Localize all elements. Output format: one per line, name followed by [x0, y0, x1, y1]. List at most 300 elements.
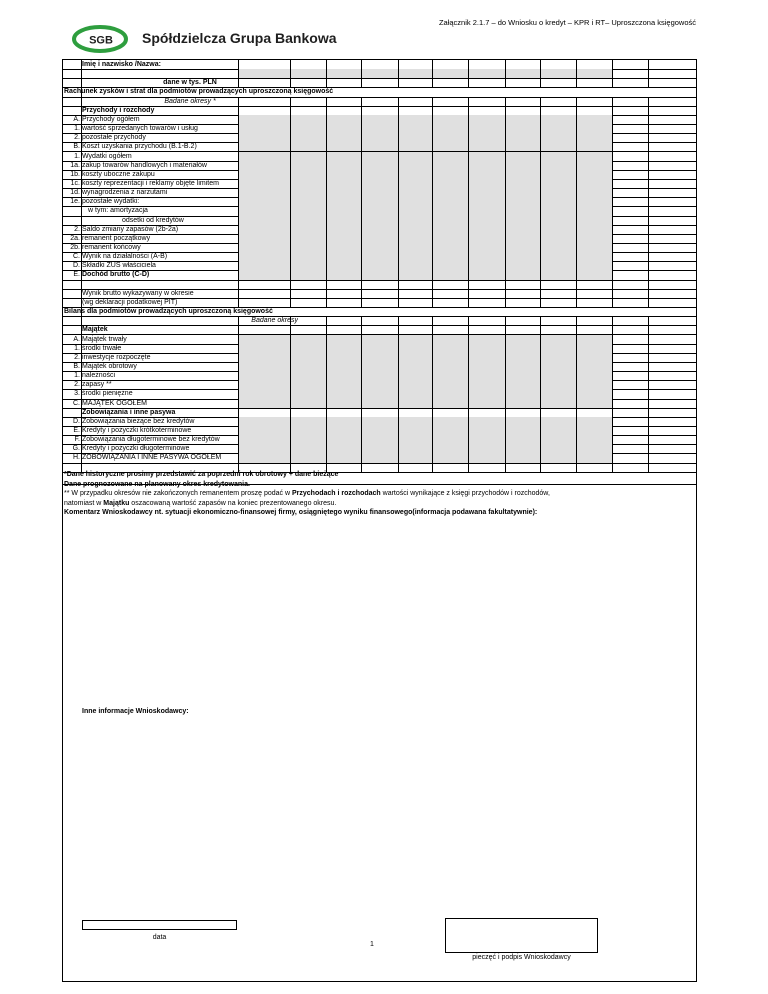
value-cell[interactable] — [612, 453, 648, 462]
value-cell[interactable] — [238, 344, 290, 353]
value-cell[interactable] — [576, 69, 612, 78]
value-cell[interactable] — [432, 453, 468, 462]
value-cell[interactable] — [576, 161, 612, 170]
value-cell[interactable] — [505, 453, 540, 462]
value-cell[interactable] — [432, 188, 468, 197]
value-cell[interactable] — [612, 426, 648, 435]
value-cell[interactable] — [468, 371, 505, 380]
value-cell[interactable] — [398, 60, 432, 69]
value-cell[interactable] — [361, 106, 398, 115]
value-cell[interactable] — [612, 270, 648, 279]
value-cell[interactable] — [468, 170, 505, 179]
value-cell[interactable] — [361, 426, 398, 435]
value-cell[interactable] — [398, 179, 432, 188]
value-cell[interactable] — [648, 417, 697, 426]
value-cell[interactable] — [432, 142, 468, 151]
value-cell[interactable] — [576, 435, 612, 444]
value-cell[interactable] — [648, 216, 697, 225]
value-cell[interactable] — [648, 316, 697, 325]
value-cell[interactable] — [326, 371, 361, 380]
value-cell[interactable] — [648, 408, 697, 417]
value-cell[interactable] — [612, 289, 648, 298]
value-cell[interactable] — [398, 270, 432, 279]
value-cell[interactable] — [648, 179, 697, 188]
value-cell[interactable] — [468, 133, 505, 142]
value-cell[interactable] — [238, 353, 290, 362]
value-cell[interactable] — [576, 270, 612, 279]
value-cell[interactable] — [505, 225, 540, 234]
value-cell[interactable] — [540, 353, 576, 362]
value-cell[interactable] — [468, 389, 505, 398]
value-cell[interactable] — [238, 170, 290, 179]
value-cell[interactable] — [432, 316, 468, 325]
value-cell[interactable] — [326, 78, 361, 87]
value-cell[interactable] — [290, 252, 326, 261]
value-cell[interactable] — [290, 188, 326, 197]
value-cell[interactable] — [238, 206, 290, 215]
other-info-textarea[interactable] — [82, 720, 698, 914]
value-cell[interactable] — [540, 124, 576, 133]
value-cell[interactable] — [648, 225, 697, 234]
value-cell[interactable] — [648, 60, 697, 69]
value-cell[interactable] — [326, 152, 361, 161]
value-cell[interactable] — [326, 234, 361, 243]
value-cell[interactable] — [432, 115, 468, 124]
value-cell[interactable] — [398, 78, 432, 87]
value-cell[interactable] — [612, 197, 648, 206]
value-cell[interactable] — [326, 252, 361, 261]
value-cell[interactable] — [326, 316, 361, 325]
value-cell[interactable] — [290, 444, 326, 453]
value-cell[interactable] — [576, 133, 612, 142]
value-cell[interactable] — [326, 453, 361, 462]
value-cell[interactable] — [361, 380, 398, 389]
value-cell[interactable] — [648, 78, 697, 87]
value-cell[interactable] — [398, 335, 432, 344]
value-cell[interactable] — [361, 325, 398, 334]
value-cell[interactable] — [326, 179, 361, 188]
value-cell[interactable] — [540, 170, 576, 179]
value-cell[interactable] — [398, 161, 432, 170]
value-cell[interactable] — [361, 270, 398, 279]
value-cell[interactable] — [505, 289, 540, 298]
value-cell[interactable] — [612, 142, 648, 151]
value-cell[interactable] — [326, 115, 361, 124]
value-cell[interactable] — [505, 408, 540, 417]
value-cell[interactable] — [361, 444, 398, 453]
date-field[interactable] — [82, 920, 237, 930]
value-cell[interactable] — [290, 389, 326, 398]
value-cell[interactable] — [398, 243, 432, 252]
value-cell[interactable] — [361, 344, 398, 353]
value-cell[interactable] — [432, 124, 468, 133]
value-cell[interactable] — [398, 417, 432, 426]
value-cell[interactable] — [432, 206, 468, 215]
value-cell[interactable] — [326, 106, 361, 115]
value-cell[interactable] — [361, 289, 398, 298]
value-cell[interactable] — [540, 234, 576, 243]
value-cell[interactable] — [576, 371, 612, 380]
value-cell[interactable] — [238, 399, 290, 408]
value-cell[interactable] — [398, 252, 432, 261]
value-cell[interactable] — [361, 353, 398, 362]
value-cell[interactable] — [612, 399, 648, 408]
value-cell[interactable] — [540, 225, 576, 234]
value-cell[interactable] — [361, 453, 398, 462]
value-cell[interactable] — [290, 353, 326, 362]
value-cell[interactable] — [238, 179, 290, 188]
value-cell[interactable] — [612, 170, 648, 179]
value-cell[interactable] — [290, 426, 326, 435]
value-cell[interactable] — [505, 435, 540, 444]
value-cell[interactable] — [540, 335, 576, 344]
value-cell[interactable] — [612, 435, 648, 444]
value-cell[interactable] — [505, 335, 540, 344]
value-cell[interactable] — [576, 444, 612, 453]
value-cell[interactable] — [612, 152, 648, 161]
value-cell[interactable] — [238, 261, 290, 270]
value-cell[interactable] — [290, 124, 326, 133]
value-cell[interactable] — [576, 335, 612, 344]
value-cell[interactable] — [505, 106, 540, 115]
value-cell[interactable] — [576, 353, 612, 362]
value-cell[interactable] — [326, 344, 361, 353]
value-cell[interactable] — [468, 216, 505, 225]
value-cell[interactable] — [505, 280, 540, 289]
value-cell[interactable] — [612, 133, 648, 142]
value-cell[interactable] — [468, 362, 505, 371]
value-cell[interactable] — [326, 170, 361, 179]
value-cell[interactable] — [326, 97, 361, 106]
value-cell[interactable] — [540, 161, 576, 170]
value-cell[interactable] — [540, 78, 576, 87]
value-cell[interactable] — [326, 142, 361, 151]
value-cell[interactable] — [238, 426, 290, 435]
value-cell[interactable] — [290, 316, 326, 325]
value-cell[interactable] — [432, 325, 468, 334]
value-cell[interactable] — [398, 97, 432, 106]
value-cell[interactable] — [648, 252, 697, 261]
value-cell[interactable] — [398, 261, 432, 270]
value-cell[interactable] — [326, 389, 361, 398]
value-cell[interactable] — [398, 106, 432, 115]
value-cell[interactable] — [648, 197, 697, 206]
value-cell[interactable] — [238, 316, 290, 325]
value-cell[interactable] — [612, 417, 648, 426]
value-cell[interactable] — [398, 380, 432, 389]
value-cell[interactable] — [576, 399, 612, 408]
value-cell[interactable] — [468, 453, 505, 462]
value-cell[interactable] — [648, 270, 697, 279]
value-cell[interactable] — [648, 325, 697, 334]
value-cell[interactable] — [238, 78, 290, 87]
value-cell[interactable] — [432, 179, 468, 188]
value-cell[interactable] — [540, 389, 576, 398]
value-cell[interactable] — [361, 188, 398, 197]
value-cell[interactable] — [432, 106, 468, 115]
value-cell[interactable] — [361, 335, 398, 344]
value-cell[interactable] — [238, 252, 290, 261]
value-cell[interactable] — [540, 152, 576, 161]
value-cell[interactable] — [238, 298, 290, 307]
value-cell[interactable] — [361, 261, 398, 270]
value-cell[interactable] — [576, 78, 612, 87]
value-cell[interactable] — [398, 206, 432, 215]
value-cell[interactable] — [468, 270, 505, 279]
value-cell[interactable] — [612, 106, 648, 115]
value-cell[interactable] — [398, 225, 432, 234]
value-cell[interactable] — [576, 380, 612, 389]
value-cell[interactable] — [468, 152, 505, 161]
value-cell[interactable] — [432, 371, 468, 380]
value-cell[interactable] — [398, 399, 432, 408]
value-cell[interactable] — [432, 399, 468, 408]
value-cell[interactable] — [576, 60, 612, 69]
value-cell[interactable] — [612, 97, 648, 106]
value-cell[interactable] — [398, 124, 432, 133]
value-cell[interactable] — [398, 453, 432, 462]
value-cell[interactable] — [505, 170, 540, 179]
value-cell[interactable] — [540, 97, 576, 106]
value-cell[interactable] — [468, 435, 505, 444]
value-cell[interactable] — [468, 115, 505, 124]
value-cell[interactable] — [432, 69, 468, 78]
value-cell[interactable] — [290, 453, 326, 462]
value-cell[interactable] — [398, 197, 432, 206]
value-cell[interactable] — [576, 142, 612, 151]
value-cell[interactable] — [432, 97, 468, 106]
value-cell[interactable] — [432, 389, 468, 398]
value-cell[interactable] — [238, 408, 290, 417]
value-cell[interactable] — [432, 335, 468, 344]
value-cell[interactable] — [361, 234, 398, 243]
value-cell[interactable] — [612, 380, 648, 389]
value-cell[interactable] — [540, 435, 576, 444]
value-cell[interactable] — [398, 234, 432, 243]
value-cell[interactable] — [398, 435, 432, 444]
value-cell[interactable] — [398, 280, 432, 289]
value-cell[interactable] — [576, 417, 612, 426]
value-cell[interactable] — [612, 335, 648, 344]
value-cell[interactable] — [576, 453, 612, 462]
value-cell[interactable] — [290, 435, 326, 444]
value-cell[interactable] — [468, 197, 505, 206]
value-cell[interactable] — [326, 197, 361, 206]
value-cell[interactable] — [505, 142, 540, 151]
value-cell[interactable] — [505, 216, 540, 225]
value-cell[interactable] — [468, 97, 505, 106]
value-cell[interactable] — [468, 142, 505, 151]
value-cell[interactable] — [326, 444, 361, 453]
value-cell[interactable] — [505, 97, 540, 106]
value-cell[interactable] — [398, 289, 432, 298]
value-cell[interactable] — [505, 426, 540, 435]
value-cell[interactable] — [540, 289, 576, 298]
value-cell[interactable] — [432, 252, 468, 261]
value-cell[interactable] — [290, 371, 326, 380]
value-cell[interactable] — [612, 316, 648, 325]
value-cell[interactable] — [361, 161, 398, 170]
value-cell[interactable] — [540, 417, 576, 426]
value-cell[interactable] — [540, 69, 576, 78]
value-cell[interactable] — [361, 97, 398, 106]
value-cell[interactable] — [290, 115, 326, 124]
value-cell[interactable] — [238, 453, 290, 462]
value-cell[interactable] — [612, 179, 648, 188]
value-cell[interactable] — [505, 270, 540, 279]
value-cell[interactable] — [326, 380, 361, 389]
value-cell[interactable] — [505, 133, 540, 142]
value-cell[interactable] — [468, 179, 505, 188]
value-cell[interactable] — [648, 353, 697, 362]
value-cell[interactable] — [238, 69, 290, 78]
value-cell[interactable] — [468, 444, 505, 453]
value-cell[interactable] — [576, 170, 612, 179]
value-cell[interactable] — [468, 335, 505, 344]
value-cell[interactable] — [398, 188, 432, 197]
value-cell[interactable] — [432, 298, 468, 307]
value-cell[interactable] — [505, 417, 540, 426]
value-cell[interactable] — [361, 142, 398, 151]
value-cell[interactable] — [432, 344, 468, 353]
value-cell[interactable] — [612, 325, 648, 334]
value-cell[interactable] — [432, 408, 468, 417]
value-cell[interactable] — [361, 389, 398, 398]
value-cell[interactable] — [290, 142, 326, 151]
value-cell[interactable] — [468, 417, 505, 426]
value-cell[interactable] — [648, 188, 697, 197]
value-cell[interactable] — [398, 69, 432, 78]
value-cell[interactable] — [326, 408, 361, 417]
value-cell[interactable] — [612, 206, 648, 215]
value-cell[interactable] — [326, 133, 361, 142]
value-cell[interactable] — [505, 69, 540, 78]
value-cell[interactable] — [648, 344, 697, 353]
value-cell[interactable] — [238, 325, 290, 334]
value-cell[interactable] — [398, 152, 432, 161]
value-cell[interactable] — [432, 161, 468, 170]
value-cell[interactable] — [576, 289, 612, 298]
value-cell[interactable] — [326, 353, 361, 362]
value-cell[interactable] — [238, 142, 290, 151]
value-cell[interactable] — [290, 161, 326, 170]
value-cell[interactable] — [238, 60, 290, 69]
value-cell[interactable] — [326, 69, 361, 78]
value-cell[interactable] — [326, 60, 361, 69]
value-cell[interactable] — [326, 225, 361, 234]
value-cell[interactable] — [238, 115, 290, 124]
value-cell[interactable] — [576, 197, 612, 206]
value-cell[interactable] — [432, 353, 468, 362]
value-cell[interactable] — [648, 261, 697, 270]
value-cell[interactable] — [290, 243, 326, 252]
value-cell[interactable] — [612, 261, 648, 270]
value-cell[interactable] — [505, 188, 540, 197]
value-cell[interactable] — [398, 344, 432, 353]
value-cell[interactable] — [612, 444, 648, 453]
value-cell[interactable] — [540, 344, 576, 353]
value-cell[interactable] — [540, 380, 576, 389]
value-cell[interactable] — [576, 152, 612, 161]
value-cell[interactable] — [576, 316, 612, 325]
value-cell[interactable] — [505, 316, 540, 325]
value-cell[interactable] — [468, 261, 505, 270]
value-cell[interactable] — [326, 325, 361, 334]
value-cell[interactable] — [576, 234, 612, 243]
value-cell[interactable] — [468, 225, 505, 234]
value-cell[interactable] — [290, 225, 326, 234]
value-cell[interactable] — [361, 252, 398, 261]
value-cell[interactable] — [290, 335, 326, 344]
value-cell[interactable] — [290, 170, 326, 179]
value-cell[interactable] — [398, 133, 432, 142]
value-cell[interactable] — [361, 60, 398, 69]
value-cell[interactable] — [648, 289, 697, 298]
value-cell[interactable] — [290, 106, 326, 115]
value-cell[interactable] — [468, 234, 505, 243]
value-cell[interactable] — [361, 78, 398, 87]
value-cell[interactable] — [290, 289, 326, 298]
value-cell[interactable] — [612, 60, 648, 69]
value-cell[interactable] — [648, 133, 697, 142]
value-cell[interactable] — [576, 261, 612, 270]
value-cell[interactable] — [361, 133, 398, 142]
value-cell[interactable] — [612, 408, 648, 417]
value-cell[interactable] — [648, 380, 697, 389]
value-cell[interactable] — [612, 389, 648, 398]
value-cell[interactable] — [540, 325, 576, 334]
stamp-signature-box[interactable] — [445, 918, 598, 953]
value-cell[interactable] — [576, 426, 612, 435]
value-cell[interactable] — [576, 280, 612, 289]
value-cell[interactable] — [432, 152, 468, 161]
value-cell[interactable] — [361, 225, 398, 234]
value-cell[interactable] — [432, 261, 468, 270]
value-cell[interactable] — [398, 362, 432, 371]
value-cell[interactable] — [398, 444, 432, 453]
value-cell[interactable] — [238, 380, 290, 389]
value-cell[interactable] — [540, 60, 576, 69]
value-cell[interactable] — [648, 152, 697, 161]
value-cell[interactable] — [361, 316, 398, 325]
value-cell[interactable] — [432, 243, 468, 252]
value-cell[interactable] — [540, 316, 576, 325]
value-cell[interactable] — [612, 115, 648, 124]
value-cell[interactable] — [290, 152, 326, 161]
value-cell[interactable] — [648, 69, 697, 78]
value-cell[interactable] — [290, 179, 326, 188]
value-cell[interactable] — [238, 106, 290, 115]
value-cell[interactable] — [648, 444, 697, 453]
value-cell[interactable] — [576, 252, 612, 261]
value-cell[interactable] — [238, 362, 290, 371]
value-cell[interactable] — [648, 335, 697, 344]
comment-textarea[interactable] — [64, 487, 698, 705]
value-cell[interactable] — [648, 161, 697, 170]
value-cell[interactable] — [290, 78, 326, 87]
value-cell[interactable] — [576, 106, 612, 115]
value-cell[interactable] — [505, 124, 540, 133]
value-cell[interactable] — [290, 261, 326, 270]
value-cell[interactable] — [612, 362, 648, 371]
value-cell[interactable] — [432, 60, 468, 69]
value-cell[interactable] — [468, 408, 505, 417]
value-cell[interactable] — [432, 280, 468, 289]
value-cell[interactable] — [648, 170, 697, 179]
value-cell[interactable] — [505, 389, 540, 398]
value-cell[interactable] — [468, 206, 505, 215]
value-cell[interactable] — [468, 78, 505, 87]
